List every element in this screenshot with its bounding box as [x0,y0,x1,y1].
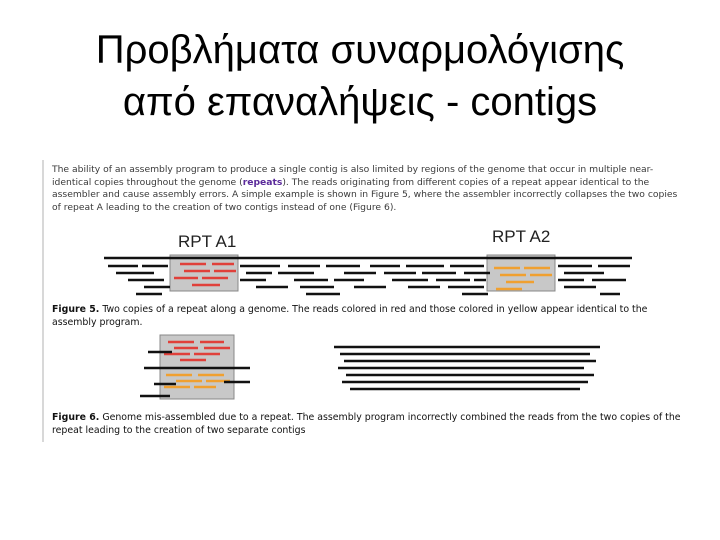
figure-panel [42,160,684,442]
repeat-diagram [44,160,684,442]
figure6-caption-label: Figure 6. [52,412,100,423]
figure5-caption-label: Figure 5. [52,304,100,315]
repeat-box-a2 [487,255,555,291]
intro-text-part-1: The ability of an assembly program to produce a single contig is also limited by regions of the genome that occur in multiple near-identical copies throughout the genome ( [52,164,654,188]
figure5-caption-text: Two copies of a repeat along a genome. The reads colored in red and those colored in yellow appear identical to the assembly program. [52,304,648,328]
rpt-a2-label: RPT A2 [492,227,551,246]
right-contig-reads [334,347,600,389]
slide-title-line-1: Προβλήματα συναρμολόγισης [95,28,625,72]
slide-title [0,24,720,128]
slide-title-line-2: από επαναλήψεις - contigs [122,80,598,124]
intro-keyword: repeats [242,176,283,188]
figure6-caption-text: Genome mis-assembled due to a repeat. The assembly program incorrectly combined the reads from the two copies of the repeat leading to the creation of two separate contigs [52,412,681,436]
figure5-caption [52,304,682,329]
rpt-a1-label: RPT A1 [178,232,237,251]
figure6-caption [52,412,682,437]
intro-text-part-2: ). The reads originating from different copies of a repeat appear identical to the assembler and cause assembly errors. A simple example is shown in Figure 5, where the assembler incorrectly collapses the two copies of repeat A leading to the creation of two contigs instead of one (Figure 6). [52,176,678,213]
